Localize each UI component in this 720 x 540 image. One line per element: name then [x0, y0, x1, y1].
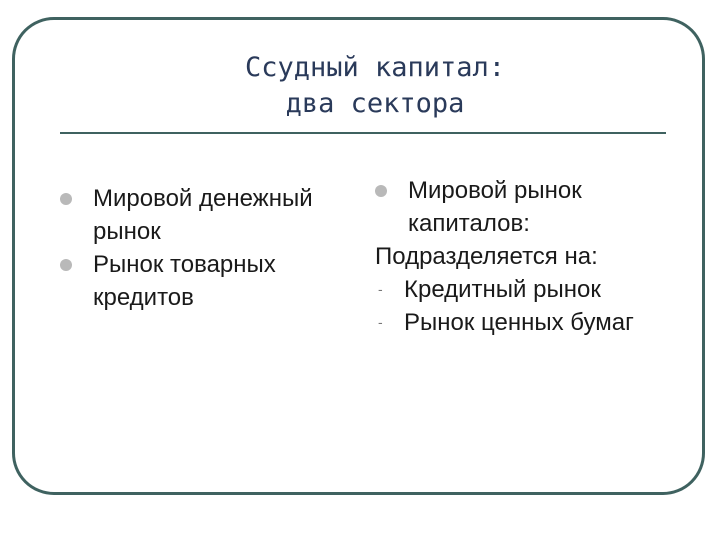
- list-item-label: Рынок товарных кредитов: [93, 251, 276, 311]
- list-item-label: Рынок ценных бумаг: [404, 309, 634, 336]
- list-item: [60, 248, 360, 314]
- bullet-dot-icon: [60, 259, 72, 271]
- title-line-1: Ссудный капитал:: [244, 52, 506, 83]
- dash-icon: -: [378, 281, 383, 297]
- list-item: [375, 306, 665, 339]
- title-divider: [60, 132, 666, 134]
- list-item-label: Кредитный рынок: [404, 276, 601, 303]
- bullet-dot-icon: [375, 185, 387, 197]
- list-item: [60, 182, 360, 248]
- list-item: [375, 273, 665, 306]
- list-item: [375, 174, 665, 240]
- right-bullet-list: [375, 174, 665, 339]
- list-item-label: Мировой денежный рынок: [93, 185, 313, 245]
- bullet-dot-icon: [60, 193, 72, 205]
- dash-icon: -: [378, 314, 383, 330]
- list-subheading: Подразделяется на:: [375, 243, 598, 270]
- slide-title: [0, 50, 720, 122]
- title-line-2: два сектора: [285, 88, 465, 119]
- list-heading: Мировой рынок капиталов:: [408, 177, 582, 237]
- left-bullet-list: [60, 182, 360, 314]
